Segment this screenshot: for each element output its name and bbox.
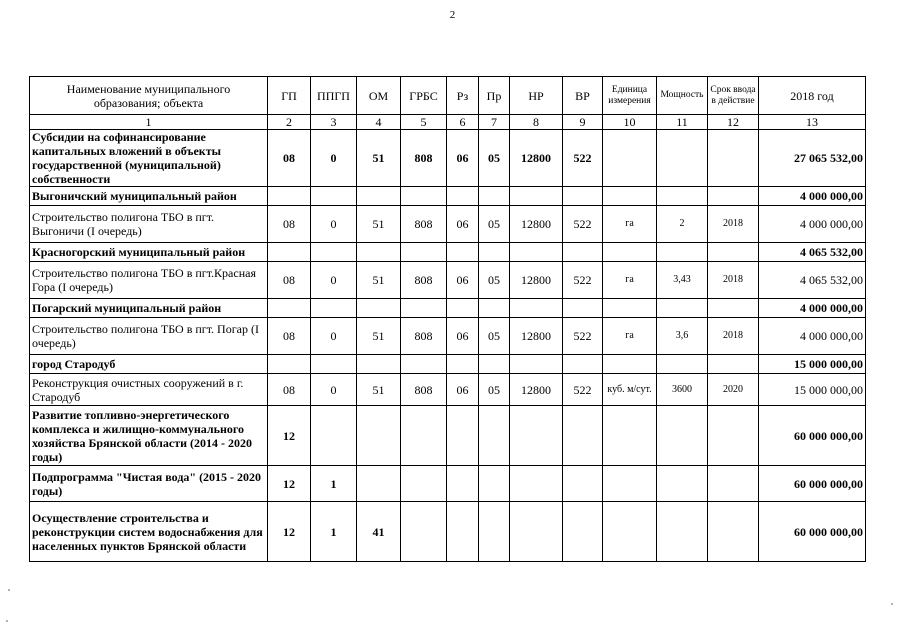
cell-amount: 60 000 000,00 [759, 502, 866, 562]
row-name: Реконструкция очистных сооружений в г. Стародуб [30, 374, 268, 406]
header-rz: Рз [447, 77, 479, 115]
cell-gp: 08 [268, 374, 311, 406]
cell-pr [479, 299, 510, 318]
cell-unit [603, 243, 657, 262]
cell-vr [563, 355, 603, 374]
cell-ppgp: 0 [311, 206, 357, 243]
row-name: город Стародуб [30, 355, 268, 374]
table-row [30, 243, 866, 262]
cell-pr: 05 [479, 130, 510, 187]
cell-amount: 60 000 000,00 [759, 406, 866, 466]
cell-nr [510, 406, 563, 466]
cell-grbs [401, 502, 447, 562]
cell-gp: 12 [268, 406, 311, 466]
cell-amount: 4 000 000,00 [759, 206, 866, 243]
cell-gp [268, 187, 311, 206]
cell-term: 2018 [708, 206, 759, 243]
cell-ppgp [311, 406, 357, 466]
cell-term: 2018 [708, 318, 759, 355]
cell-term [708, 187, 759, 206]
cell-pr: 05 [479, 318, 510, 355]
cell-pr [479, 243, 510, 262]
cell-gp [268, 355, 311, 374]
table-row [30, 466, 866, 502]
cell-unit: куб. м/сут. [603, 374, 657, 406]
table-header-row [30, 77, 866, 115]
cell-ppgp: 0 [311, 318, 357, 355]
header-name: Наименование муниципального образования; объекта [30, 77, 268, 115]
column-number: 7 [479, 115, 510, 130]
cell-vr [563, 502, 603, 562]
column-number: 9 [563, 115, 603, 130]
cell-unit [603, 187, 657, 206]
cell-nr [510, 299, 563, 318]
cell-pr [479, 355, 510, 374]
column-number: 10 [603, 115, 657, 130]
cell-capacity: 3,6 [657, 318, 708, 355]
cell-capacity [657, 299, 708, 318]
scan-speck [8, 589, 10, 591]
header-grbs: ГРБС [401, 77, 447, 115]
cell-ppgp: 0 [311, 130, 357, 187]
cell-gp: 08 [268, 206, 311, 243]
cell-unit [603, 502, 657, 562]
cell-om: 41 [357, 502, 401, 562]
cell-gp: 12 [268, 502, 311, 562]
cell-rz [447, 243, 479, 262]
cell-grbs: 808 [401, 262, 447, 299]
column-number: 2 [268, 115, 311, 130]
cell-grbs [401, 466, 447, 502]
cell-capacity [657, 466, 708, 502]
header-vr: ВР [563, 77, 603, 115]
cell-vr: 522 [563, 374, 603, 406]
header-ppgp: ППГП [311, 77, 357, 115]
row-name: Строительство полигона ТБО в пгт. Выгоничи (I очередь) [30, 206, 268, 243]
header-pr: Пр [479, 77, 510, 115]
row-name: Выгоничский муниципальный район [30, 187, 268, 206]
cell-pr [479, 406, 510, 466]
cell-pr [479, 466, 510, 502]
cell-vr: 522 [563, 262, 603, 299]
header-capacity: Мощность [657, 77, 708, 115]
table-row [30, 502, 866, 562]
cell-unit [603, 466, 657, 502]
cell-rz: 06 [447, 318, 479, 355]
cell-pr: 05 [479, 206, 510, 243]
cell-om: 51 [357, 206, 401, 243]
row-name: Строительство полигона ТБО в пгт. Погар (I очередь) [30, 318, 268, 355]
cell-om: 51 [357, 262, 401, 299]
cell-om [357, 355, 401, 374]
cell-amount: 15 000 000,00 [759, 374, 866, 406]
cell-capacity: 3600 [657, 374, 708, 406]
cell-amount: 4 000 000,00 [759, 299, 866, 318]
cell-rz: 06 [447, 262, 479, 299]
cell-amount: 4 000 000,00 [759, 318, 866, 355]
cell-pr [479, 502, 510, 562]
cell-rz: 06 [447, 374, 479, 406]
cell-capacity [657, 502, 708, 562]
cell-gp [268, 299, 311, 318]
cell-rz [447, 355, 479, 374]
row-name: Подпрограмма "Чистая вода" (2015 - 2020 годы) [30, 466, 268, 502]
header-term: Срок ввода в действие [708, 77, 759, 115]
cell-unit: га [603, 318, 657, 355]
row-name: Развитие топливно-энергетического комплекса и жилищно-коммунального хозяйства Брянской области (2014 - 2020 годы) [30, 406, 268, 466]
cell-amount: 4 065 532,00 [759, 262, 866, 299]
cell-grbs: 808 [401, 206, 447, 243]
column-number: 3 [311, 115, 357, 130]
cell-grbs [401, 406, 447, 466]
cell-nr [510, 187, 563, 206]
cell-grbs: 808 [401, 130, 447, 187]
cell-om: 51 [357, 374, 401, 406]
cell-nr: 12800 [510, 262, 563, 299]
cell-vr [563, 299, 603, 318]
table-row [30, 374, 866, 406]
row-name: Осуществление строительства и реконструкции систем водоснабжения для населенных пунктов Брянской области [30, 502, 268, 562]
cell-nr [510, 355, 563, 374]
cell-nr [510, 466, 563, 502]
cell-term [708, 466, 759, 502]
cell-amount: 27 065 532,00 [759, 130, 866, 187]
cell-rz [447, 299, 479, 318]
table-row [30, 130, 866, 187]
cell-pr [479, 187, 510, 206]
cell-term [708, 406, 759, 466]
cell-capacity [657, 355, 708, 374]
cell-unit [603, 299, 657, 318]
header-gp: ГП [268, 77, 311, 115]
row-name: Погарский муниципальный район [30, 299, 268, 318]
cell-nr: 12800 [510, 206, 563, 243]
cell-gp: 12 [268, 466, 311, 502]
cell-ppgp [311, 243, 357, 262]
cell-vr [563, 406, 603, 466]
column-number: 8 [510, 115, 563, 130]
scan-speck [6, 620, 8, 622]
cell-nr: 12800 [510, 130, 563, 187]
cell-unit [603, 355, 657, 374]
cell-capacity [657, 187, 708, 206]
cell-amount: 4 065 532,00 [759, 243, 866, 262]
cell-grbs: 808 [401, 374, 447, 406]
cell-capacity: 3,43 [657, 262, 708, 299]
cell-amount: 60 000 000,00 [759, 466, 866, 502]
cell-om: 51 [357, 318, 401, 355]
cell-ppgp: 1 [311, 466, 357, 502]
column-number: 5 [401, 115, 447, 130]
scan-speck [891, 603, 893, 605]
cell-rz [447, 502, 479, 562]
cell-term [708, 299, 759, 318]
page-number: 2 [449, 9, 456, 21]
cell-pr: 05 [479, 374, 510, 406]
column-number: 12 [708, 115, 759, 130]
column-number: 4 [357, 115, 401, 130]
row-name: Субсидии на софинансирование капитальных вложений в объекты государственной (муниципальной) собственности [30, 130, 268, 187]
table-row [30, 355, 866, 374]
cell-rz [447, 466, 479, 502]
column-number-row [30, 115, 866, 130]
cell-vr [563, 187, 603, 206]
column-number: 1 [30, 115, 268, 130]
cell-vr [563, 466, 603, 502]
cell-ppgp: 0 [311, 374, 357, 406]
cell-vr: 522 [563, 318, 603, 355]
cell-om [357, 406, 401, 466]
cell-gp [268, 243, 311, 262]
cell-om [357, 243, 401, 262]
cell-ppgp [311, 187, 357, 206]
cell-gp: 08 [268, 262, 311, 299]
cell-vr [563, 243, 603, 262]
table-row [30, 206, 866, 243]
cell-capacity: 2 [657, 206, 708, 243]
cell-term: 2018 [708, 262, 759, 299]
cell-nr [510, 243, 563, 262]
cell-term [708, 355, 759, 374]
cell-vr: 522 [563, 130, 603, 187]
header-nr: НР [510, 77, 563, 115]
cell-unit: га [603, 262, 657, 299]
cell-gp: 08 [268, 318, 311, 355]
cell-ppgp: 0 [311, 262, 357, 299]
cell-om: 51 [357, 130, 401, 187]
cell-vr: 522 [563, 206, 603, 243]
cell-ppgp: 1 [311, 502, 357, 562]
cell-grbs [401, 355, 447, 374]
cell-grbs [401, 299, 447, 318]
cell-nr [510, 502, 563, 562]
cell-ppgp [311, 299, 357, 318]
cell-term [708, 243, 759, 262]
header-unit: Единица измерения [603, 77, 657, 115]
cell-om [357, 299, 401, 318]
budget-table [29, 76, 866, 562]
cell-pr: 05 [479, 262, 510, 299]
cell-unit [603, 130, 657, 187]
table-row [30, 262, 866, 299]
cell-grbs [401, 187, 447, 206]
table-row [30, 406, 866, 466]
cell-rz: 06 [447, 206, 479, 243]
column-number: 13 [759, 115, 866, 130]
row-name: Красногорский муниципальный район [30, 243, 268, 262]
column-number: 6 [447, 115, 479, 130]
cell-om [357, 187, 401, 206]
cell-gp: 08 [268, 130, 311, 187]
table-row [30, 187, 866, 206]
cell-om [357, 466, 401, 502]
cell-rz [447, 187, 479, 206]
cell-term [708, 130, 759, 187]
cell-capacity [657, 406, 708, 466]
cell-amount: 4 000 000,00 [759, 187, 866, 206]
cell-rz [447, 406, 479, 466]
cell-unit [603, 406, 657, 466]
cell-amount: 15 000 000,00 [759, 355, 866, 374]
row-name: Строительство полигона ТБО в пгт.Красная Гора (I очередь) [30, 262, 268, 299]
cell-nr: 12800 [510, 318, 563, 355]
table-row [30, 299, 866, 318]
header-year: 2018 год [759, 77, 866, 115]
cell-capacity [657, 130, 708, 187]
cell-nr: 12800 [510, 374, 563, 406]
cell-grbs [401, 243, 447, 262]
cell-grbs: 808 [401, 318, 447, 355]
cell-term [708, 502, 759, 562]
cell-term: 2020 [708, 374, 759, 406]
header-om: ОМ [357, 77, 401, 115]
cell-capacity [657, 243, 708, 262]
cell-ppgp [311, 355, 357, 374]
column-number: 11 [657, 115, 708, 130]
table-row [30, 318, 866, 355]
cell-rz: 06 [447, 130, 479, 187]
cell-unit: га [603, 206, 657, 243]
